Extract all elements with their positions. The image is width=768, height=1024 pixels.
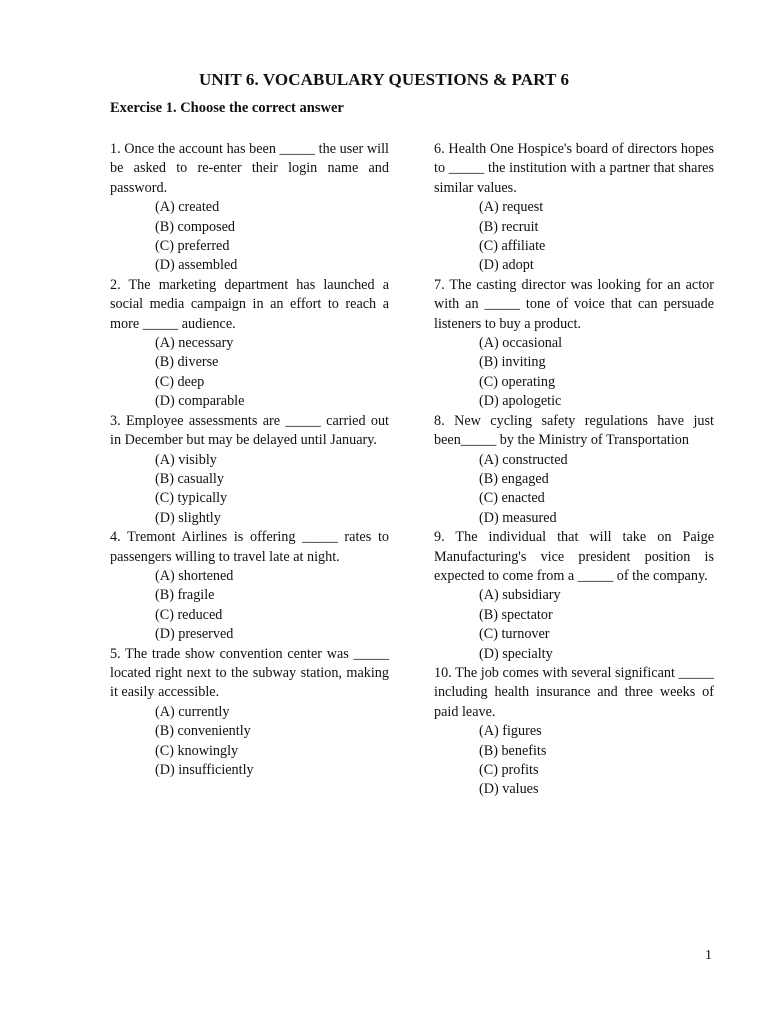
question-item [110,528,389,644]
question-item [434,664,714,800]
question-column-left [110,140,389,780]
question-text: 1. Once the account has been _____ the user will be asked to re-enter their login name and password. [110,141,389,196]
question-text: 5. The trade show convention center was _____ located right next to the subway station, making it easily accessible. [110,645,389,701]
question-text: 6. Health One Hospice's board of directors hopes to _____ the institution with a partner that shares similar values. [434,141,714,196]
answer-option: (B) casually [155,470,224,487]
answer-option: (D) adopt [479,257,534,274]
question-text: 10. The job comes with several significant _____ including health insurance and three weeks of paid leave. [434,664,714,720]
answer-option: (A) necessary [155,335,234,352]
answer-option: (A) created [155,199,220,216]
question-item [110,276,389,412]
question-item [110,140,389,276]
question-text: 2. The marketing department has launched a social media campaign in an effort to reach a more _____ audience. [110,276,389,332]
answer-option: (A) request [479,199,544,216]
answer-option: (B) spectator [479,606,553,623]
answer-option: (D) specialty [479,645,553,662]
question-item [434,140,714,276]
answer-option: (C) enacted [479,490,545,507]
answer-option: (B) engaged [479,470,549,487]
answer-option: (B) composed [155,218,235,235]
answer-option: (C) typically [155,490,228,507]
answer-option: (D) measured [479,509,557,526]
answer-option: (C) knowingly [155,742,239,759]
answer-option: (C) profits [479,762,539,778]
question-item [110,645,389,781]
answer-option: (B) inviting [479,354,546,371]
question-text: 3. Employee assessments are _____ carried out in December but may be delayed until January. [110,412,389,449]
answer-option: (D) slightly [155,509,221,526]
answer-option: (D) assembled [155,257,238,274]
question-item [110,412,389,528]
answer-option: (B) recruit [479,218,539,235]
answer-option: (C) affiliate [479,238,546,255]
answer-option: (A) currently [155,703,230,720]
answer-option: (C) turnover [479,626,550,643]
question-text: 9. The individual that will take on Paige Manufacturing's vice president position is expected to come from a _____ of the company. [434,529,714,584]
answer-option: (D) comparable [155,393,245,410]
answer-option: (D) preserved [155,626,234,643]
answer-option: (D) values [479,781,539,798]
answer-option: (D) insufficiently [155,762,254,778]
exercise-heading: Exercise 1. Choose the correct answer [110,100,344,116]
answer-option: (A) occasional [479,335,563,352]
answer-option: (A) visibly [155,451,217,468]
page-title: UNIT 6. VOCABULARY QUESTIONS & PART 6 [198,70,570,89]
question-item [434,528,714,664]
answer-option: (B) diverse [155,354,219,371]
answer-option: (B) fragile [155,587,215,604]
answer-option: (A) shortened [155,567,234,584]
answer-option: (B) conveniently [155,723,251,740]
answer-option: (B) benefits [479,742,547,759]
question-text: 8. New cycling safety regulations have just been_____ by the Ministry of Transportation [434,412,714,449]
answer-option: (A) subsidiary [479,587,561,604]
answer-option: (A) constructed [479,451,568,468]
answer-option: (D) apologetic [479,393,562,410]
answer-option: (C) deep [155,373,205,390]
page-number: 1 [705,948,712,963]
question-column-right [434,140,714,800]
answer-option: (C) operating [479,373,556,390]
answer-option: (C) reduced [155,606,223,623]
question-text: 4. Tremont Airlines is offering _____ rates to passengers willing to travel late at night. [110,529,389,565]
question-item [434,276,714,412]
answer-option: (A) figures [479,723,542,740]
question-text: 7. The casting director was looking for an actor with an _____ tone of voice that can persuade listeners to buy a product. [434,276,714,332]
question-item [434,412,714,528]
answer-option: (C) preferred [155,238,230,255]
